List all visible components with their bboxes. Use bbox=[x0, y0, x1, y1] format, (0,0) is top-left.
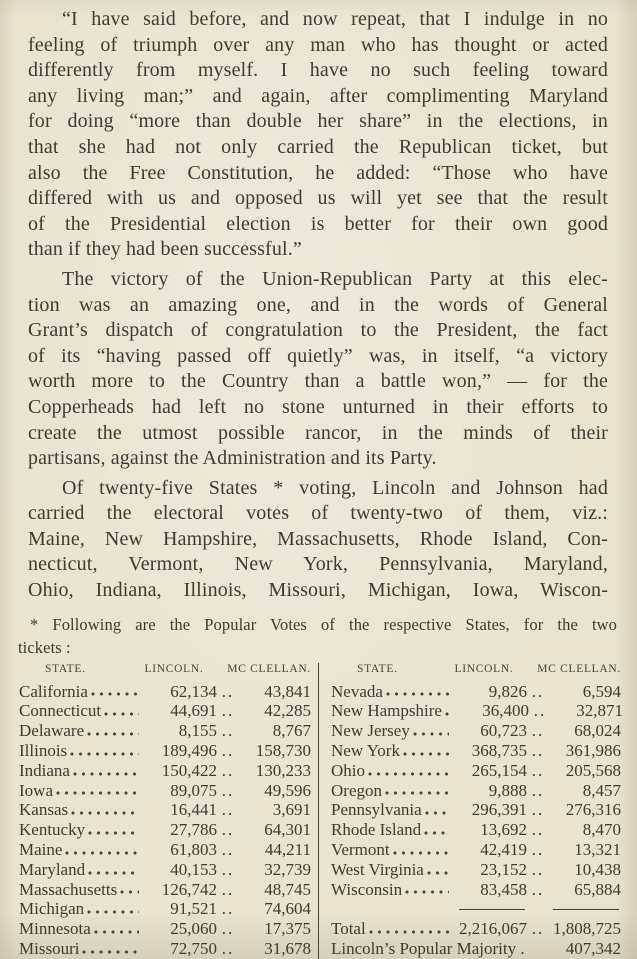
table-row bbox=[331, 800, 621, 820]
mcclellan-votes-cell: 8,767 bbox=[272, 721, 311, 741]
state-cell: Massachusetts bbox=[19, 879, 118, 899]
column-separator: .. bbox=[531, 820, 545, 840]
mcclellan-votes-cell: 32,739 bbox=[264, 859, 311, 879]
text-line: Grant’s dispatch of congratulation to the President, the fact bbox=[28, 319, 608, 342]
dot-leader bbox=[94, 929, 139, 935]
dot-leader bbox=[368, 771, 449, 777]
mcclellan-votes-cell: 42,285 bbox=[264, 701, 311, 721]
table-row bbox=[19, 899, 311, 919]
lincoln-votes-cell: 25,060 bbox=[170, 919, 217, 939]
mcclellan-total-cell: 1,808,725 bbox=[553, 919, 621, 939]
dot-leader bbox=[369, 929, 449, 935]
mcclellan-votes-cell: 13,321 bbox=[574, 840, 621, 860]
lincoln-votes-cell: 60,723 bbox=[480, 721, 527, 741]
dot-leader bbox=[65, 850, 139, 856]
dot-leader bbox=[56, 790, 139, 796]
mcclellan-votes-cell: 74,604 bbox=[264, 899, 311, 919]
state-cell: Kansas bbox=[19, 800, 69, 820]
column-separator: .. bbox=[221, 899, 235, 919]
table-row bbox=[331, 761, 621, 781]
mcclellan-votes-cell: 8,470 bbox=[582, 820, 621, 840]
lincoln-votes-cell: 61,803 bbox=[170, 840, 217, 860]
state-cell: Vermont bbox=[331, 840, 390, 860]
dot-leader bbox=[405, 889, 449, 895]
column-separator: .. bbox=[221, 741, 235, 761]
paragraph-3 bbox=[28, 476, 608, 604]
table-header-row bbox=[331, 663, 621, 682]
text-line: of the Presidential election is better for their own good bbox=[28, 212, 608, 235]
column-separator: .. bbox=[221, 879, 235, 899]
mcclellan-votes-cell: 17,375 bbox=[264, 919, 311, 939]
column-separator: .. bbox=[531, 721, 545, 741]
column-separator: .. bbox=[531, 840, 545, 860]
dot-leader bbox=[393, 850, 449, 856]
lincoln-votes-cell: 27,786 bbox=[170, 820, 217, 840]
lincoln-votes-cell: 265,154 bbox=[471, 760, 527, 780]
lincoln-votes-cell: 42,419 bbox=[480, 840, 527, 860]
mcclellan-votes-cell: 65,884 bbox=[574, 879, 621, 899]
text-line: partisans, against the Administration and its Party. bbox=[28, 447, 437, 470]
table-row bbox=[331, 840, 621, 860]
state-cell: New Jersey bbox=[331, 721, 410, 741]
mcclellan-votes-cell: 3,691 bbox=[272, 800, 311, 820]
column-separator: .. bbox=[533, 701, 547, 721]
mcclellan-votes-cell: 68,024 bbox=[574, 721, 621, 741]
mcclellan-votes-cell: 64,301 bbox=[264, 820, 311, 840]
lincoln-total-rule bbox=[459, 909, 525, 910]
table-row bbox=[19, 840, 311, 860]
state-cell: Missouri bbox=[19, 939, 80, 959]
table-row bbox=[19, 682, 311, 702]
lincoln-votes-cell: 8,155 bbox=[178, 721, 217, 741]
lincoln-votes-cell: 44,691 bbox=[170, 701, 217, 721]
column-separator: .. bbox=[221, 859, 235, 879]
lincoln-votes-cell: 13,692 bbox=[480, 820, 527, 840]
dot-leader bbox=[403, 751, 449, 757]
dot-leader bbox=[87, 731, 139, 737]
column-separator: .. bbox=[531, 741, 545, 761]
column-separator: .. bbox=[221, 721, 235, 741]
right-rows bbox=[331, 682, 621, 900]
state-cell: Ohio bbox=[331, 760, 365, 780]
lincoln-column-header: LINCOLN. bbox=[144, 662, 204, 675]
mcclellan-column-header: MC CLELLAN. bbox=[537, 662, 621, 675]
dot-leader bbox=[120, 889, 139, 895]
mcclellan-votes-cell: 10,438 bbox=[574, 859, 621, 879]
footnote bbox=[18, 613, 617, 659]
state-cell: Connecticut bbox=[19, 701, 102, 721]
dot-leader bbox=[73, 771, 139, 777]
state-cell: Indiana bbox=[19, 760, 70, 780]
state-cell: Michigan bbox=[19, 899, 85, 919]
dot-leader bbox=[82, 949, 139, 955]
lincoln-votes-cell: 189,496 bbox=[161, 741, 217, 761]
column-separator: .. bbox=[221, 919, 235, 939]
dot-leader bbox=[445, 711, 451, 717]
state-cell: Pennsylvania bbox=[331, 800, 422, 820]
mcclellan-votes-cell: 205,568 bbox=[565, 760, 621, 780]
text-line: for doing “more than double her share” in the elections, in bbox=[28, 110, 608, 133]
mcclellan-votes-cell: 361,986 bbox=[565, 741, 621, 761]
lincoln-votes-cell: 72,750 bbox=[170, 939, 217, 959]
state-cell: Oregon bbox=[331, 780, 382, 800]
column-separator: .. bbox=[221, 840, 235, 860]
lincoln-votes-cell: 89,075 bbox=[170, 780, 217, 800]
lincoln-votes-cell: 368,735 bbox=[471, 741, 527, 761]
column-separator: .. bbox=[531, 780, 545, 800]
text-line: differently from myself. I have no such feeling toward bbox=[28, 59, 608, 82]
column-separator: .. bbox=[531, 859, 545, 879]
text-line: carried the electoral votes of twenty-two of them, viz.: bbox=[28, 502, 608, 525]
lincoln-votes-cell: 16,441 bbox=[170, 800, 217, 820]
dot-leader bbox=[91, 691, 139, 697]
majority-row bbox=[331, 939, 621, 959]
dot-leader bbox=[88, 830, 139, 836]
table-row bbox=[331, 880, 621, 900]
lincoln-votes-cell: 62,134 bbox=[170, 681, 217, 701]
state-cell: New Hampshire bbox=[331, 701, 442, 721]
table-header-row bbox=[19, 663, 311, 682]
mcclellan-votes-cell: 8,457 bbox=[582, 780, 621, 800]
column-separator: .. bbox=[531, 800, 545, 820]
dot-leader bbox=[71, 810, 139, 816]
dot-leader bbox=[386, 691, 449, 697]
state-cell: Delaware bbox=[19, 721, 85, 741]
lincoln-total-cell: 2,216,067 bbox=[459, 919, 527, 939]
text-line: of its “having passed off quietly” was, in itself, “a victory bbox=[28, 344, 608, 367]
lincoln-votes-cell: 296,391 bbox=[471, 800, 527, 820]
table-row bbox=[19, 800, 311, 820]
total-row bbox=[331, 919, 621, 939]
mcclellan-votes-cell: 276,316 bbox=[565, 800, 621, 820]
table-right-half bbox=[319, 663, 621, 959]
column-separator: .. bbox=[531, 760, 545, 780]
column-separator: .. bbox=[221, 681, 235, 701]
lincoln-votes-cell: 9,826 bbox=[488, 681, 527, 701]
state-cell: Maryland bbox=[19, 859, 86, 879]
majority-label: Lincoln’s Popular Majority . bbox=[331, 939, 525, 959]
table-row bbox=[19, 701, 311, 721]
dot-leader bbox=[88, 870, 139, 876]
mcclellan-votes-cell: 48,745 bbox=[264, 879, 311, 899]
paragraph-2 bbox=[28, 267, 608, 472]
table-row bbox=[331, 721, 621, 741]
column-separator: .. bbox=[221, 800, 235, 820]
total-label: Total bbox=[331, 919, 366, 939]
text-line: necticut, Vermont, New York, Pennsylvania, Maryland, bbox=[28, 553, 608, 576]
state-column-header: STATE. bbox=[45, 662, 86, 675]
text-line: than if they had been successful.” bbox=[28, 238, 302, 261]
left-rows bbox=[19, 682, 311, 959]
text-line: Of twenty-five States * voting, Lincoln and Johnson had bbox=[62, 476, 608, 499]
dot-leader bbox=[385, 790, 449, 796]
lincoln-votes-cell: 83,458 bbox=[480, 879, 527, 899]
table-row bbox=[331, 820, 621, 840]
mcclellan-column-header: MC CLELLAN. bbox=[227, 662, 311, 675]
column-separator: .. bbox=[221, 760, 235, 780]
column-separator: .. bbox=[221, 939, 235, 959]
table-row bbox=[19, 880, 311, 900]
dot-leader bbox=[104, 711, 139, 717]
mcclellan-votes-cell: 6,594 bbox=[582, 681, 621, 701]
state-cell: Kentucky bbox=[19, 820, 86, 840]
text-line: feeling of triumph over any man who has thought or acted bbox=[28, 33, 608, 56]
text-line: also the Free Constitution, he added: “Those who have bbox=[28, 161, 608, 184]
text-line: create the utmost possible rancor, in the minds of their bbox=[28, 421, 608, 444]
table-row bbox=[331, 682, 621, 702]
dot-leader bbox=[87, 909, 139, 915]
table-row bbox=[331, 781, 621, 801]
column-separator: .. bbox=[221, 780, 235, 800]
table-row bbox=[19, 721, 311, 741]
state-cell: West Virginia bbox=[331, 859, 424, 879]
state-cell: Nevada bbox=[331, 681, 383, 701]
column-separator: .. bbox=[531, 681, 545, 701]
text-line: The victory of the Union-Republican Party at this elec- bbox=[62, 267, 608, 290]
lincoln-votes-cell: 150,422 bbox=[161, 760, 217, 780]
lincoln-votes-cell: 23,152 bbox=[480, 859, 527, 879]
footnote-line: tickets : bbox=[18, 637, 71, 657]
state-cell: New York bbox=[331, 741, 400, 761]
table-row bbox=[331, 741, 621, 761]
text-line: Copperheads had left no stone unturned in their efforts to bbox=[28, 395, 608, 418]
column-separator: .. bbox=[221, 820, 235, 840]
mcclellan-votes-cell: 130,233 bbox=[255, 760, 311, 780]
mcclellan-total-rule bbox=[553, 909, 619, 910]
state-cell: Iowa bbox=[19, 780, 53, 800]
text-line: worth more to the Country than a battle won,” — for the bbox=[28, 370, 608, 393]
text-line: tion was an amazing one, and in the words of General bbox=[28, 293, 608, 316]
table-row bbox=[19, 939, 311, 959]
mcclellan-votes-cell: 32,871 bbox=[576, 701, 623, 721]
mcclellan-votes-cell: 49,596 bbox=[264, 780, 311, 800]
table-row bbox=[19, 919, 311, 939]
state-cell: Maine bbox=[19, 840, 63, 860]
column-separator: .. bbox=[221, 701, 235, 721]
state-cell: Illinois bbox=[19, 741, 68, 761]
column-separator: .. bbox=[531, 919, 545, 939]
text-line: Ohio, Indiana, Illinois, Missouri, Michigan, Iowa, Wiscon- bbox=[28, 579, 608, 602]
paragraph-1 bbox=[28, 7, 608, 263]
lincoln-votes-cell: 36,400 bbox=[482, 701, 529, 721]
text-line: Maine, New Hampshire, Massachusetts, Rhode Island, Con- bbox=[28, 527, 608, 550]
mcclellan-votes-cell: 44,211 bbox=[264, 840, 311, 860]
mcclellan-votes-cell: 158,730 bbox=[255, 741, 311, 761]
state-cell: California bbox=[19, 681, 88, 701]
dot-leader bbox=[425, 810, 449, 816]
mcclellan-votes-cell: 31,678 bbox=[264, 939, 311, 959]
table-row bbox=[19, 741, 311, 761]
dot-leader bbox=[427, 870, 449, 876]
text-line: any living man;” and again, after complimenting Maryland bbox=[28, 84, 608, 107]
lincoln-votes-cell: 40,153 bbox=[170, 859, 217, 879]
lincoln-votes-cell: 9,888 bbox=[488, 780, 527, 800]
table-row bbox=[331, 701, 621, 721]
table-left-half bbox=[17, 663, 319, 959]
table-row bbox=[19, 761, 311, 781]
dot-leader bbox=[424, 830, 449, 836]
lincoln-votes-cell: 91,521 bbox=[170, 899, 217, 919]
lincoln-votes-cell: 126,742 bbox=[161, 879, 217, 899]
state-cell: Minnesota bbox=[19, 919, 91, 939]
popular-votes-table bbox=[17, 663, 621, 959]
dot-leader bbox=[413, 731, 449, 737]
totals-rule-row bbox=[331, 899, 621, 919]
mcclellan-votes-cell: 43,841 bbox=[264, 681, 311, 701]
table-row bbox=[19, 820, 311, 840]
table-row bbox=[331, 860, 621, 880]
state-column-header: STATE. bbox=[357, 662, 398, 675]
table-row bbox=[19, 781, 311, 801]
dot-leader bbox=[70, 751, 139, 757]
majority-value: 407,342 bbox=[565, 939, 621, 959]
lincoln-column-header: LINCOLN. bbox=[454, 662, 514, 675]
footnote-line: * Following are the Popular Votes of the respective States, for the two bbox=[30, 614, 617, 634]
column-separator: .. bbox=[531, 879, 545, 899]
text-line: differed with us and opposed us will yet see that the result bbox=[28, 187, 608, 210]
text-line: that she had not only carried the Republican ticket, but bbox=[28, 135, 608, 158]
state-cell: Rhode Island bbox=[331, 820, 422, 840]
text-line: “I have said before, and now repeat, that I indulge in no bbox=[62, 8, 608, 30]
table-row bbox=[19, 860, 311, 880]
state-cell: Wisconsin bbox=[331, 879, 403, 899]
